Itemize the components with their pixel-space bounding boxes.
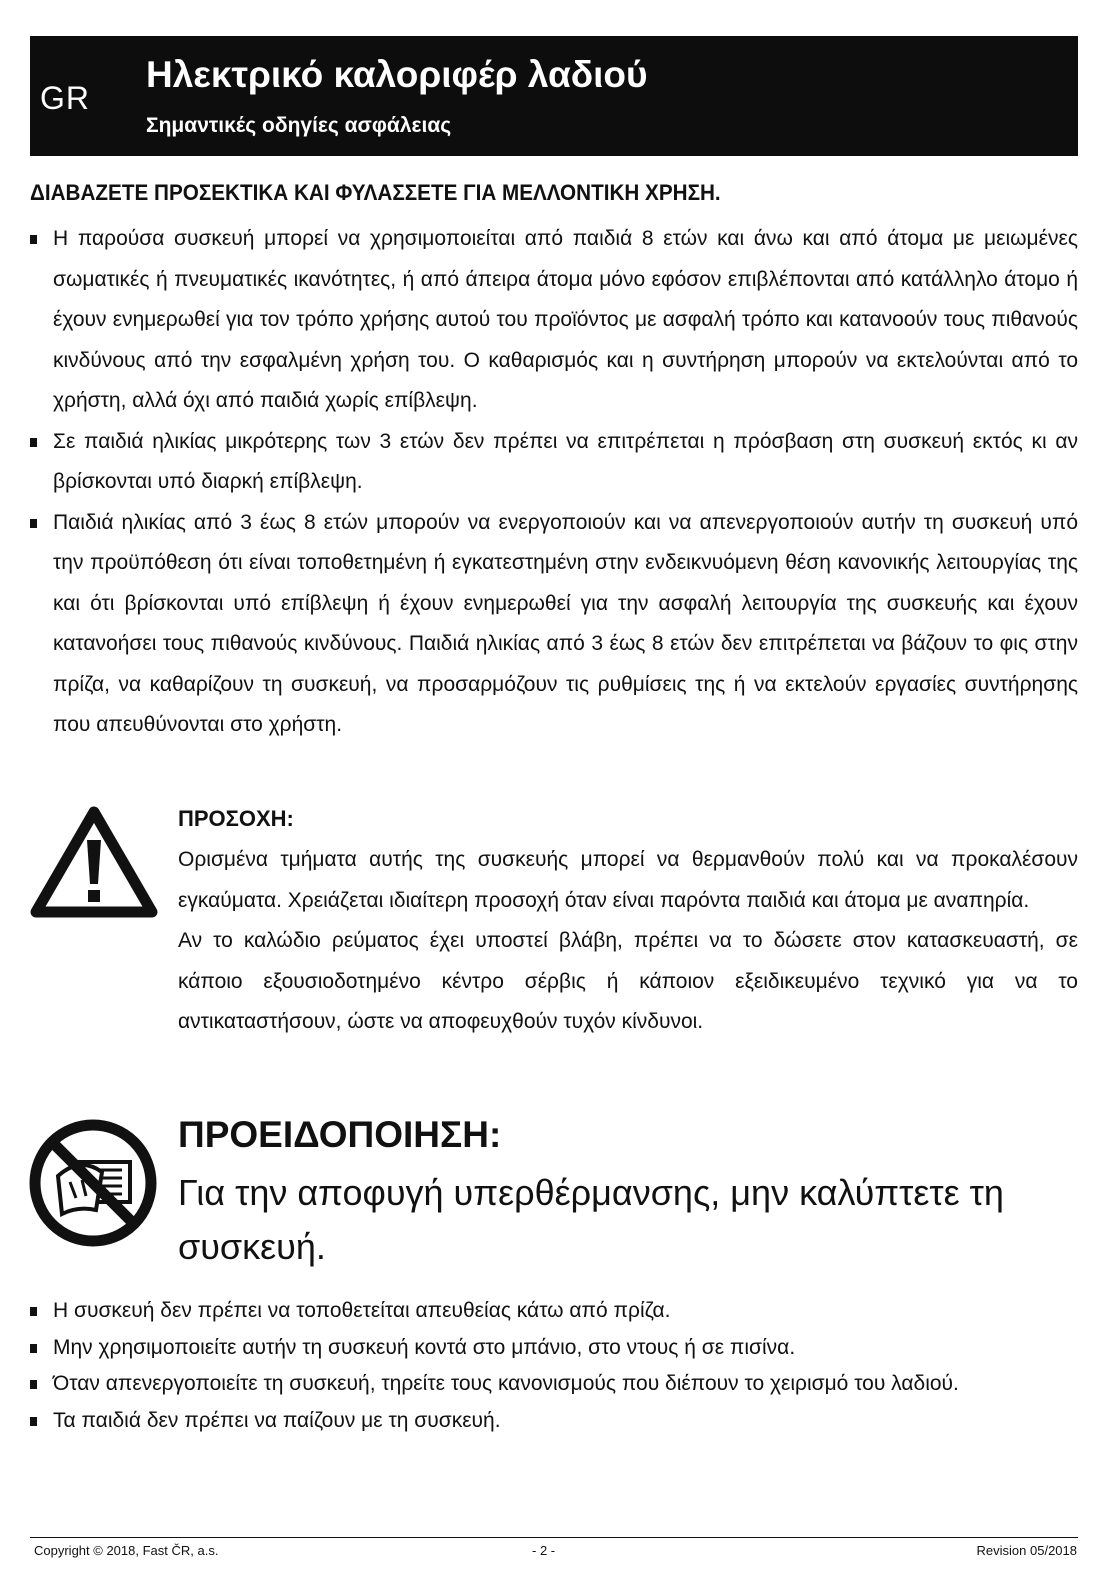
page-header: [30, 36, 1078, 156]
safety-list: [30, 219, 1078, 746]
warning-heading: ΠΡΟΕΙΔΟΠΟΙΗΣΗ:: [178, 1114, 502, 1155]
footer-revision: Revision 05/2018: [976, 1543, 1077, 1558]
read-carefully-notice: ΔΙΑΒΑΖΕΤΕ ΠΡΟΣΕΚΤΙΚΑ ΚΑΙ ΦΥΛΑΣΣΕΤΕ ΓΙΑ ΜΕΛΛΟΝΤΙΚΗ ΧΡΗΣΗ.: [30, 180, 721, 205]
do-not-cover-icon: [28, 1118, 158, 1248]
warning-triangle-icon: [30, 806, 158, 920]
caution-paragraph: Αν το καλώδιο ρεύματος έχει υποστεί βλάβη, πρέπει να το δώσετε στον κατασκευαστή, σε κάποιο εξουσιοδοτημένο κέντρο σέρβις ή κάποιον εξειδικευμένο τεχνικό για να το αντικαταστήσουν, ώστε να αποφευχθούν τυχόν κίνδυνοι.: [178, 929, 1078, 1033]
caution-text: [178, 840, 1078, 1043]
list-item: Τα παιδιά δεν πρέπει να παίζουν με τη συσκευή.: [30, 1403, 1078, 1440]
language-code: GR: [40, 80, 90, 116]
list-item: Μην χρησιμοποιείτε αυτήν τη συσκευή κοντά στο μπάνιο, στο ντους ή σε πισίνα.: [30, 1330, 1078, 1367]
installation-list: [30, 1293, 1078, 1439]
list-item: Σε παιδιά ηλικίας μικρότερης των 3 ετών δεν πρέπει να επιτρέπεται η πρόσβαση στη συσκευή εκτός κι αν βρίσκονται υπό διαρκή επίβλεψη.: [30, 422, 1078, 503]
caution-heading: ΠΡΟΣΟΧΗ:: [178, 806, 294, 831]
page-number: - 2 -: [532, 1543, 556, 1558]
warning-text: Για την αποφυγή υπερθέρμανσης, μην καλύπτετε τη συσκευή.: [178, 1172, 1004, 1267]
list-item: Παιδιά ηλικίας από 3 έως 8 ετών μπορούν να ενεργοποιούν και να απενεργοποιούν αυτήν τη συσκευή υπό την προϋπόθεση ότι είναι τοποθετημένη ή εγκατεστημένη στην ενδεικνυόμενη θέση κανονικής λειτουργίας της και ότι βρίσκονται υπό επίβλεψη ή έχουν ενημερωθεί για την ασφαλή λειτουργία της συσκευής και έχουν κατανοήσει τους πιθανούς κινδύνους. Παιδιά ηλικίας από 3 έως 8 ετών δεν επιτρέπεται να βάζουν το φις στην πρίζα, να καθαρίζουν τη συσκευή, να προσαρμόζουν τις ρυθμίσεις της ή να εκτελούν εργασίες συντήρησης που απευθύνονται στο χρήστη.: [30, 503, 1078, 746]
footer-copyright: Copyright © 2018, Fast ČR, a.s.: [34, 1543, 219, 1558]
list-item: Η συσκευή δεν πρέπει να τοποθετείται απευθείας κάτω από πρίζα.: [30, 1293, 1078, 1330]
footer-divider: [30, 1537, 1078, 1538]
page-subtitle: Σημαντικές οδηγίες ασφάλειας: [146, 114, 452, 137]
list-item: Η παρούσα συσκευή μπορεί να χρησιμοποιείται από παιδιά 8 ετών και άνω και από άτομα με μειωμένες σωματικές ή πνευματικές ικανότητες, ή από άπειρα άτομα μόνο εφόσον επιβλέπονται από κατάλληλο άτομο ή έχουν ενημερωθεί για τον τρόπο χρήσης αυτού του προϊόντος με ασφαλή τρόπο και κατανοούν τους πιθανούς κινδύνους από την εσφαλμένη χρήση του. Ο καθαρισμός και η συντήρηση μπορούν να εκτελούνται από το χρήστη, αλλά όχι από παιδιά χωρίς επίβλεψη.: [30, 219, 1078, 422]
page-title: Ηλεκτρικό καλοριφέρ λαδιού: [146, 54, 648, 95]
list-item: Όταν απενεργοποιείτε τη συσκευή, τηρείτε τους κανονισμούς που διέπουν το χειρισμό του λαδιού.: [30, 1366, 1078, 1403]
caution-paragraph: Ορισμένα τμήματα αυτής της συσκευής μπορεί να θερμανθούν πολύ και να προκαλέσουν εγκαύματα. Χρειάζεται ιδιαίτερη προσοχή όταν είναι παρόντα παιδιά και άτομα με αναπηρία.: [178, 848, 1078, 912]
